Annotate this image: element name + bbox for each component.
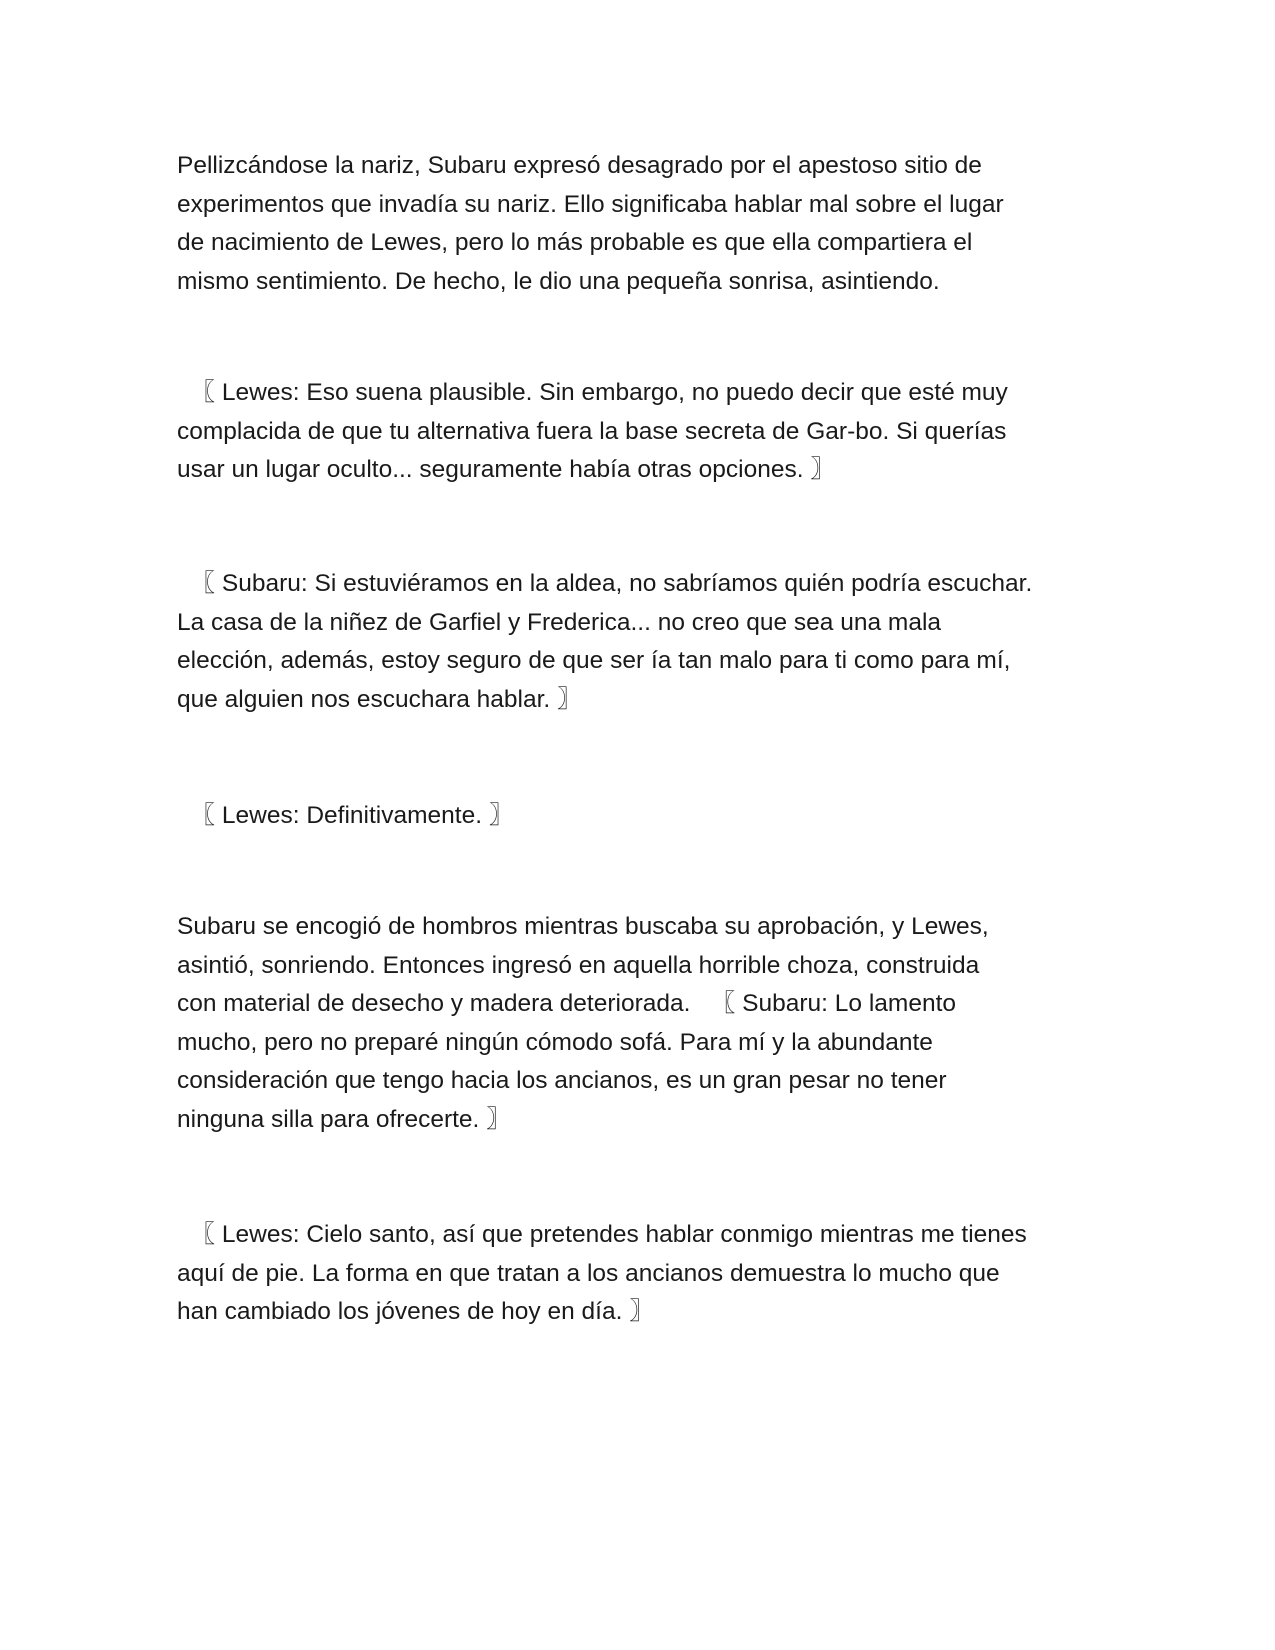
narrative-paragraph: Subaru se encogió de hombros mientras buscaba su aprobación, y Lewes, asintió, sonriendo. Entonces ingresó en aquella horrible choza, construida con material de desecho y madera deteriorada. 〖 Subaru: Lo lamento mucho, pero no preparé ningún cómodo sofá. Para mí y la abundante consideración que tengo hacia los ancianos, es un gran pesar no tener ninguna silla para ofrecerte. 〗 — [177, 913, 989, 1133]
dialogue-paragraph-lewes: 〖 Lewes: Definitivamente. 〗 — [177, 802, 514, 829]
dialogue-paragraph-lewes: 〖 Lewes: Cielo santo, así que pretendes hablar conmigo mientras me tienes aquí de pie. La forma en que tratan a los ancianos demuestra lo mucho que han cambiado los jóvenes de hoy en día. 〗 — [177, 1221, 1027, 1325]
dialogue-paragraph-lewes: 〖 Lewes: Eso suena plausible. Sin embargo, no puedo decir que esté muy complacida de que tu alternativa fuera la base secreta de Gar-bo. Si querías usar un lugar oculto... seguramente había otras opciones. 〗 — [177, 379, 1008, 483]
dialogue-paragraph-subaru: 〖 Subaru: Si estuviéramos en la aldea, no sabríamos quién podría escuchar. La casa de la niñez de Garfiel y Frederica... no creo que sea una mala elección, además, estoy seguro de que ser ía tan malo para ti como para mí, que alguien nos escuchara hablar. 〗 — [177, 570, 1033, 713]
narrative-paragraph: Pellizcándose la nariz, Subaru expresó desagrado por el apestoso sitio de experimentos que invadía su nariz. Ello significaba hablar mal sobre el lugar de nacimiento de Lewes, pero lo más probable es que ella compartiera el mismo sentimiento. De hecho, le dio una pequeña sonrisa, asintiendo. — [177, 152, 1004, 295]
